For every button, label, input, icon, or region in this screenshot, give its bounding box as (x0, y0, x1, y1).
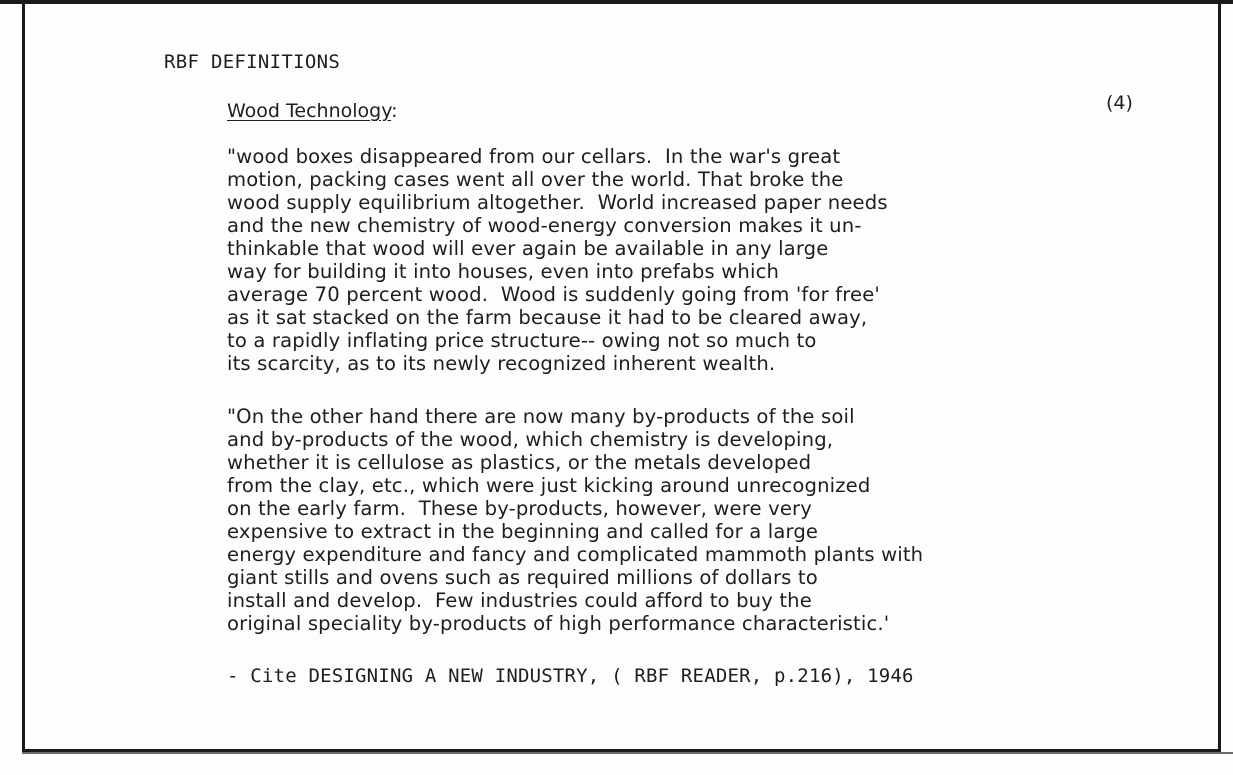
subject-heading (227, 100, 397, 122)
quote-paragraph-2: "On the other hand there are now many by-products of the soil and by-products of the wood, which chemistry is developing, whether it is cellulose as plastics, or the metals developed from the clay, etc., which were just kicking around unrecognized on the early farm. These by-products, however, were very expensive to extract in the beginning and called for a large energy expenditure and fancy and complicated mammoth plants with giant stills and ovens such as required millions of dollars to install and develop. Few industries could afford to buy the original speciality by-products of high performance characteristic.' (227, 405, 924, 635)
card-bottom-shadow (22, 752, 1233, 754)
quote-paragraph-1: "wood boxes disappeared from our cellars. In the war's great motion, packing cases went all over the world. That broke the wood supply equilibrium altogether. World increased paper needs and the new chemistry of wood-energy conversion makes it un- thinkable that wood will ever again be available in any large way for building it into houses, even into prefabs which average 70 percent wood. Wood is suddenly going from 'for free' as it sat stacked on the farm because it had to be cleared away, to a rapidly inflating price structure-- owing not so much to its scarcity, as to its newly recognized inherent wealth. (227, 145, 888, 375)
definition-card (22, 0, 1221, 752)
subject-title: Wood Technology (227, 100, 392, 122)
document-header: RBF DEFINITIONS (164, 51, 341, 73)
page-number: (4) (1106, 92, 1133, 114)
subject-colon: : (391, 100, 398, 122)
citation: - Cite DESIGNING A NEW INDUSTRY, ( RBF READER, p.216), 1946 (227, 665, 914, 687)
